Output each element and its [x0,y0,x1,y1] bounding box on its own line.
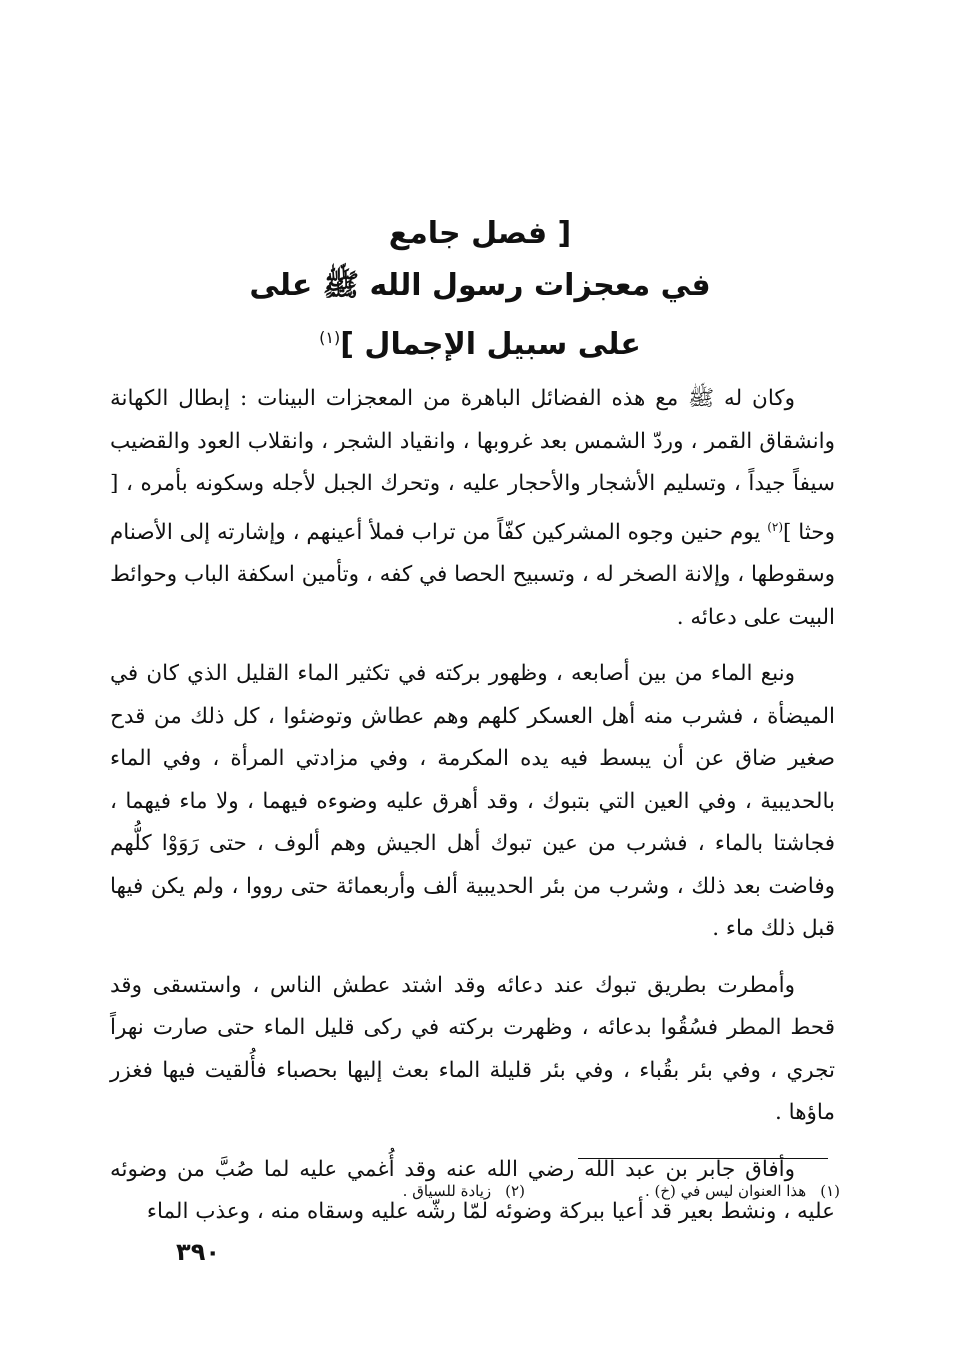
footnote-ref-2: (٢) [767,519,784,534]
section-heading [180,208,780,371]
heading-footnote-ref: (١) [319,328,341,347]
paragraph-2: ونبع الماء من بين أصابعه ، وظهور بركته في تكثير الماء القليل الذي كان في الميضأة ، فشرب منه أهل العسكر كلهم وهم عطاش وتوضئوا ، كل ذلك من قدح صغير ضاق عن أن يبسط فيه يده المكرمة ، وفي مزادتي المرأة ، وفي الماء بالحديبية ، وفي العين التي بتبوك ، وقد أهرق عليه وضوءه فيهما ، ولا ماء فيهما ، فجاشتا بالماء ، فشرب من عين تبوك أهل الجيش وهم ألوف ، حتى رَوَوْا كلُّهم وفاضت بعد ذلك ، وشرب من بئر الحديبية ألف وأربعمائة حتى رووا ، ولم يكن فيها قبل ذلك ماء . [110,661,835,942]
page-number: ٣٩٠ [176,1238,220,1266]
paragraph-3: وأمطرت بطريق تبوك عند دعائه وقد اشتد عطش الناس ، واستسقى وقد قحط المطر فسُقُوا بدعائه ، وظهرت بركته في ركى قليل الماء حتى صارت نهراً تجري ، وفي بئر بقُباء ، وفي بئر قليلة الماء بعث إليها بحصباء فأُلقيت فيها فغزر ماؤها . [110,972,835,1126]
heading-line-3-text: على سبيل الإجمال ] [340,327,641,362]
heading-line-1: [ فصل جامع [388,216,572,251]
footnote-1-text: هذا العنوان ليس في (خ) . [644,1182,807,1200]
footnote-2 [403,1178,525,1204]
footnote-separator [578,1158,828,1159]
paragraph-1-text-continued: يوم حنين وجوه المشركين كفّاً من تراب فملأ أعينهم ، وإشارته إلى الأصنام وسقوطها ، وإلانة الصخر له ، وتسبيح الحصا في كفه ، وتأمين اسكفة الباب وحوائط البيت على دعائه . [110,519,835,630]
heading-line-3 [180,312,780,371]
footnote-2-text: زيادة للسياق . [402,1182,492,1200]
footnote-2-number: (٢) [505,1182,525,1200]
footnote-1-number: (١) [820,1182,840,1200]
paragraph-1 [110,378,835,639]
footnotes [300,1178,840,1204]
paragraph-4: وأفاق جابر بن عبد الله رضي الله عنه وقد أُغمي عليه لما صُبَّ من وضوئه عليه ، ونشط بعير قد أعيا ببركة وضوئه لمّا رشّه عليه وسقاه منه ، وعذب الماء [110,1156,835,1225]
body-text [110,378,835,1234]
footnote-1 [645,1178,840,1204]
paragraph-1-text: وكان له ﷺ مع هذه الفضائل الباهرة من المعجزات البينات : إبطال الكهانة وانشقاق القمر ، وردّ الشمس بعد غروبها ، وانقياد الشجر ، وانقلاب العود والقضيب سيفاً جيداً ، وتسليم الأشجار والأحجار عليه ، وتحرك الجبل لأجله وسكونه بأمره ، [ وحثا ] [110,386,835,545]
heading-line-2: في معجزات رسول الله ﷺ على [249,268,711,303]
